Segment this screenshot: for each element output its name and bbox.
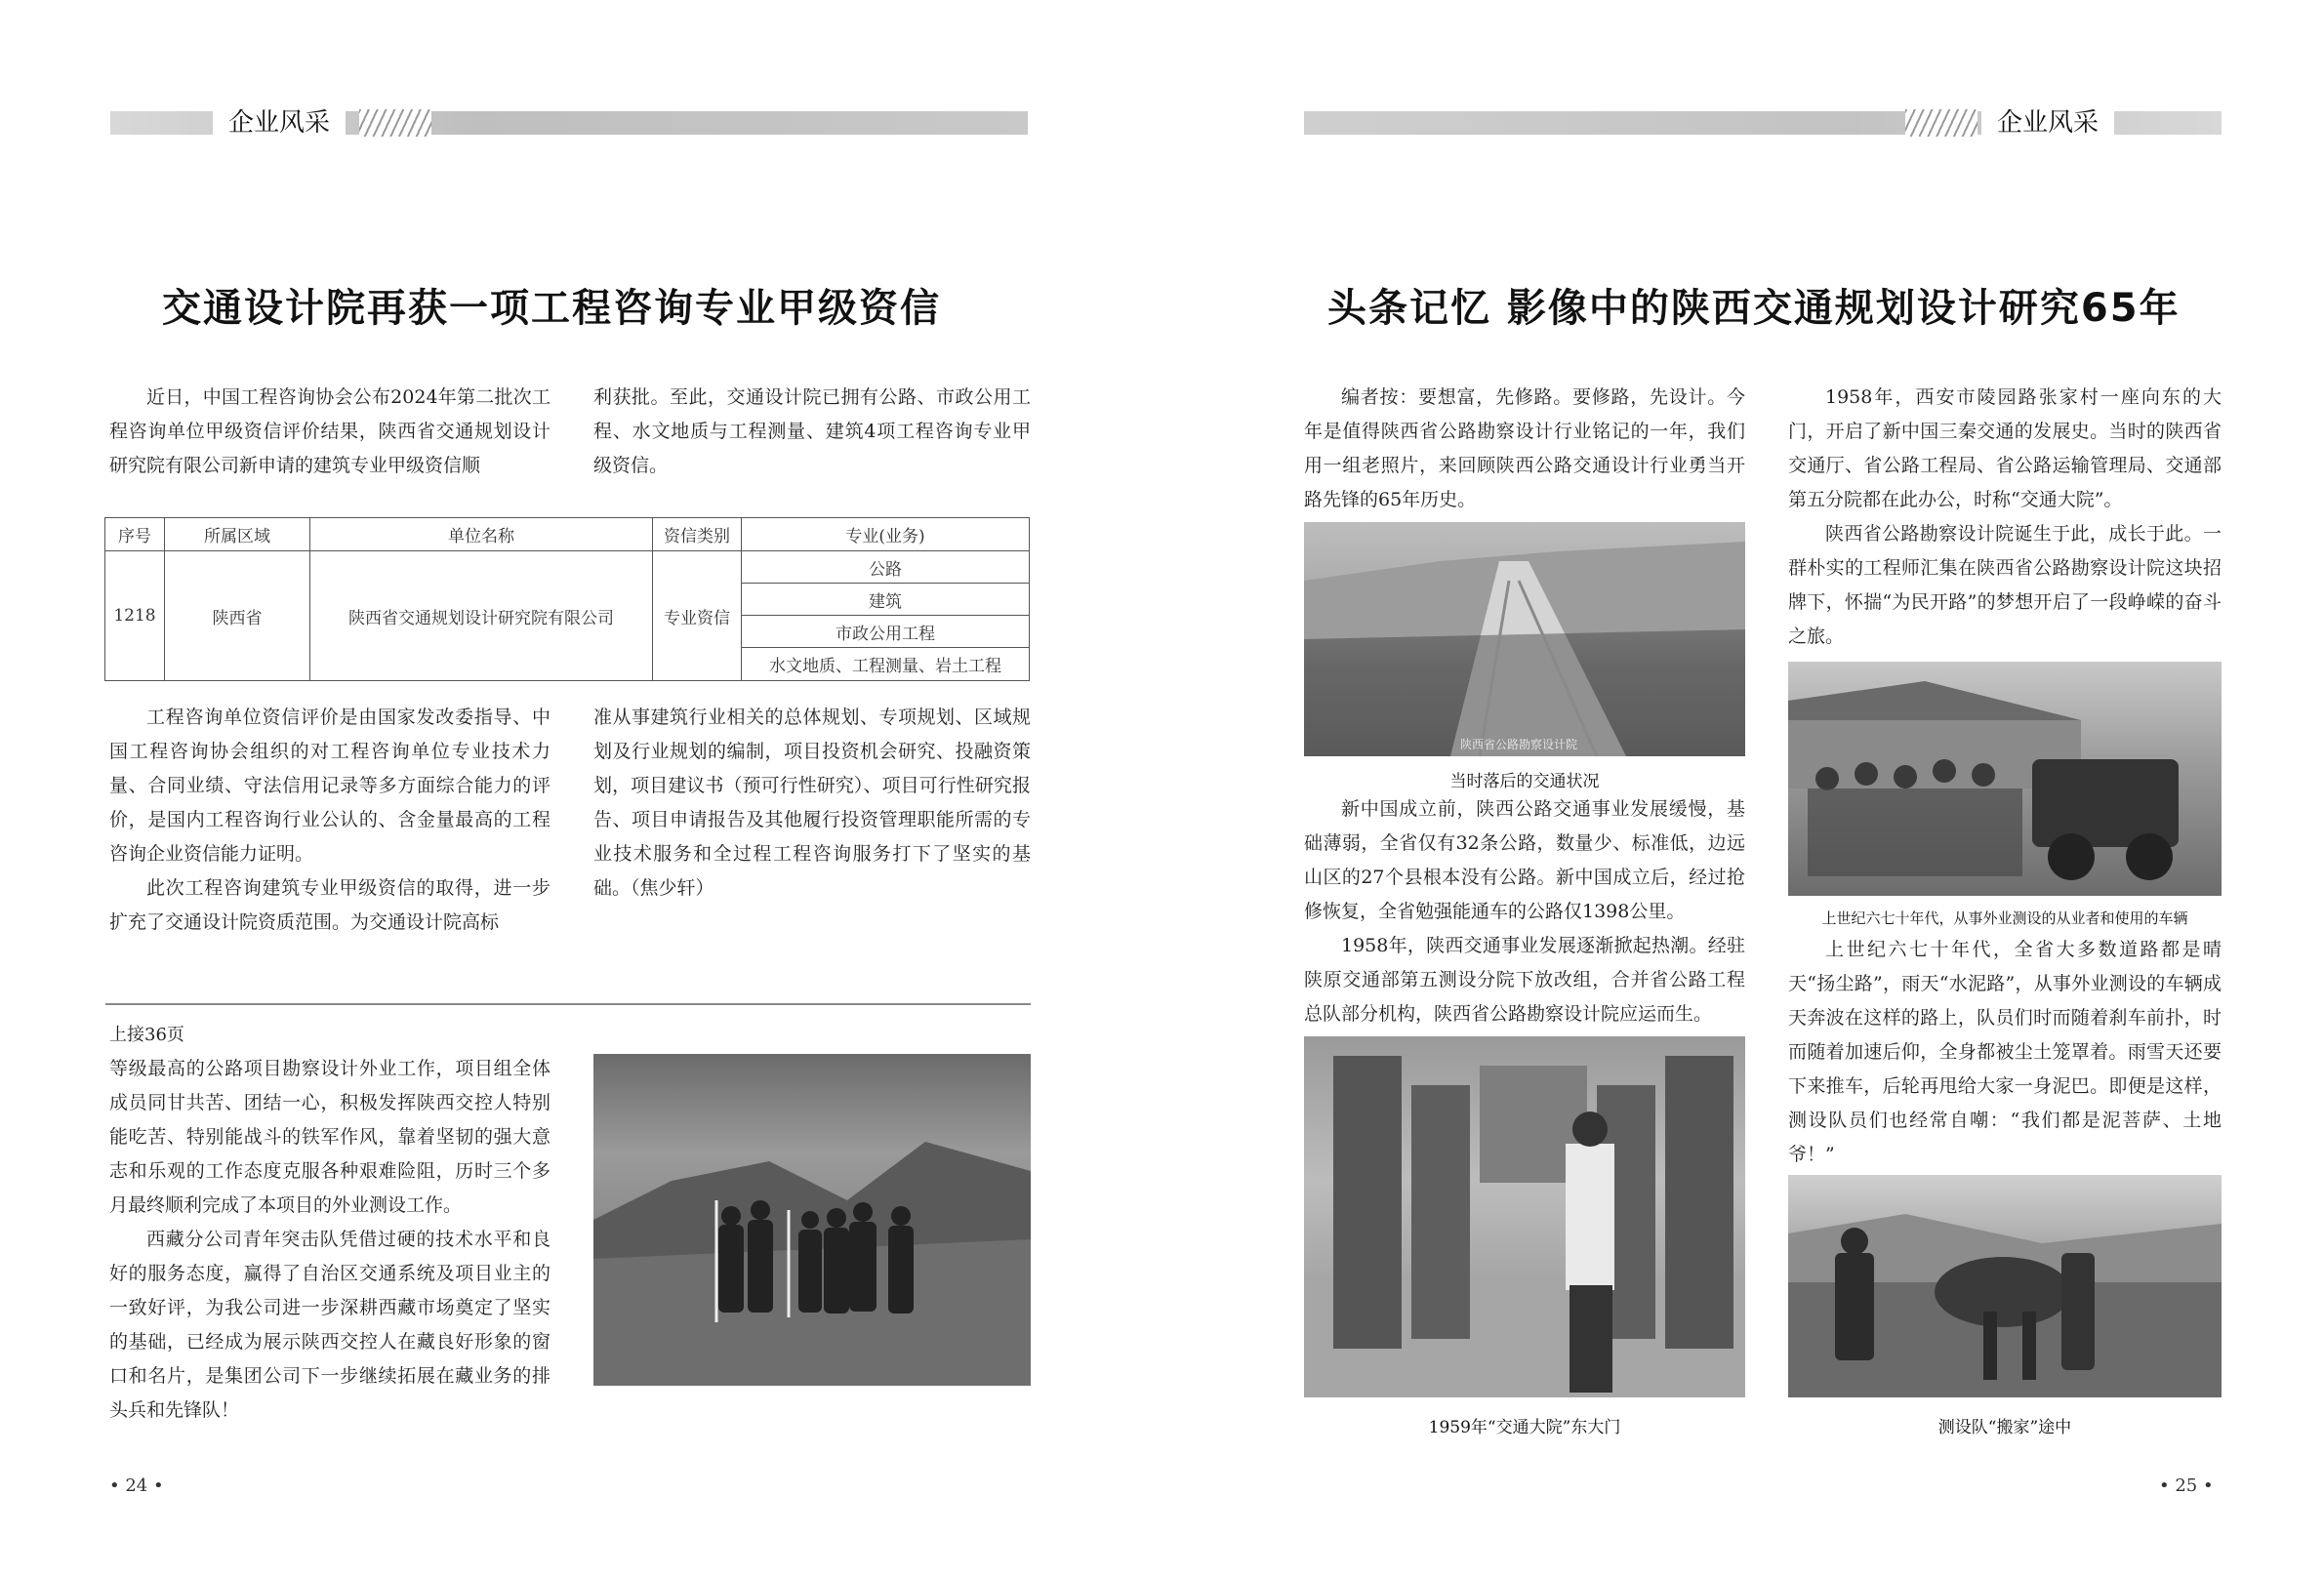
left-body-col2 — [593, 701, 1031, 906]
right-col2-bottom-text — [1788, 933, 2222, 1172]
right-header-hatch — [1905, 109, 1977, 137]
left-page-number: • 24 • — [109, 1475, 164, 1496]
th-category: 资信类别 — [653, 518, 742, 551]
left-continued-text — [109, 1052, 550, 1428]
intro-paragraph-1: 近日，中国工程咨询协会公布2024年第二批次工程咨询单位甲级资信评价结果，陕西省交通规划设计研究院有限公司新申请的建筑专业甲级资信顺 — [109, 386, 550, 476]
caption-survey-truck: 上世纪六七十年代，从事外业测设的从业者和使用的车辆 — [1821, 909, 2188, 927]
right-page-number: • 25 • — [2159, 1475, 2214, 1496]
survey-truck-photo — [1788, 662, 2222, 896]
editor-note-paragraph: 编者按：要想富，先修路。要修路，先设计。今年是值得陕西省公路勘察设计行业铭记的一年，我们用一组老照片，来回顾陕西公路交通设计行业勇当开路先锋的65年历史。 — [1304, 386, 1745, 510]
survey-team-moving-photo-art — [1788, 1175, 2222, 1397]
cell-category: 专业资信 — [653, 551, 742, 681]
intro-paragraph-2: 利获批。至此，交通设计院已拥有公路、市政公用工程、水文地质与工程测量、建筑4项工程咨询专业甲级资信。 — [593, 386, 1031, 476]
tibet-team-photo — [593, 1054, 1031, 1386]
body-paragraph: 新中国成立前，陕西公路交通事业发展缓慢，基础薄弱，全省仅有32条公路，数量少、标准低，边远山区的27个县根本没有公路。新中国成立后，经过抢修恢复，全省勉强能通车的公路仅1398公里。 — [1304, 798, 1745, 922]
caption-old-road: 当时落后的交通状况 — [1449, 772, 1600, 791]
right-col2-top-text — [1788, 381, 2222, 654]
cell-no: 1218 — [105, 551, 165, 681]
body-paragraph: 上世纪六七十年代，全省大多数道路都是晴天“扬尘路”，雨天“水泥路”，从事外业测设的车辆成天奔波在这样的路上，队员们时而随着刹车前扑，时而随着加速后仰，全身都被尘土笼罩着。雨雪天还要下来推车，后轮再甩给大家一身泥巴。即便是这样，测设队员们也经常自嘲：“我们都是泥菩萨、土地爷！” — [1788, 939, 2222, 1165]
cell-unit: 陕西省交通规划设计研究院有限公司 — [310, 551, 653, 681]
cell-region: 陕西省 — [165, 551, 310, 681]
body-paragraph: 1958年，西安市陵园路张家村一座向东的大门，开启了新中国三秦交通的发展史。当时的陕西省交通厅、省公路工程局、省公路运输管理局、交通部第五分院都在此办公，时称“交通大院”。 — [1788, 386, 2222, 510]
left-intro-col1 — [109, 381, 550, 483]
body-paragraph: 1958年，陕西交通事业发展逐渐掀起热潮。经驻陕原交通部第五测设分院下放改组，合并省公路工程总队部分机构，陕西省公路勘察设计院应运而生。 — [1304, 935, 1745, 1025]
th-region: 所属区域 — [165, 518, 310, 551]
left-header-hatch — [359, 109, 431, 137]
body-paragraph: 准从事建筑行业相关的总体规划、专项规划、区域规划及行业规划的编制，项目投资机会研究、投融资策划，项目建议书（预可行性研究）、项目可行性研究报告、项目申请报告及其他履行投资管理职能所需的专业技术服务和全过程工程咨询服务打下了坚实的基础。（焦少轩） — [593, 707, 1031, 899]
old-road-photo — [1304, 522, 1745, 756]
body-paragraph: 工程咨询单位资信评价是由国家发改委指导、中国工程咨询协会组织的对工程咨询单位专业技术力量、合同业绩、守法信用记录等多方面综合能力的评价，是国内工程咨询行业公认的、含金量最高的工程咨询企业资信能力证明。 — [109, 707, 550, 865]
caption-gate: 1959年“交通大院”东大门 — [1428, 1418, 1621, 1437]
gate-1959-photo — [1304, 1036, 1745, 1397]
body-paragraph: 此次工程咨询建筑专业甲级资信的取得，进一步扩充了交通设计院资质范围。为交通设计院高标 — [109, 877, 550, 933]
section-divider — [105, 1003, 1031, 1005]
body-paragraph: 等级最高的公路项目勘察设计外业工作，项目组全体成员同甘共苦、团结一心，积极发挥陕西交控人特别能吃苦、特别能战斗的铁军作风，靠着坚韧的强大意志和乐观的工作态度克服各种艰难险阻，历时三个多月最终顺利完成了本项目的外业测设工作。 — [109, 1058, 550, 1216]
editor-note — [1304, 381, 1745, 517]
body-paragraph: 陕西省公路勘察设计院诞生于此，成长于此。一群朴实的工程师汇集在陕西省公路勘察设计院这块招牌下，怀揣“为民开路”的梦想开启了一段峥嵘的奋斗之旅。 — [1788, 523, 2222, 647]
left-header-label: 企业风采 — [213, 105, 346, 141]
cell-specialty: 水文地质、工程测量、岩土工程 — [742, 648, 1030, 681]
cell-specialty: 市政公用工程 — [742, 616, 1030, 648]
th-specialty: 专业(业务) — [742, 518, 1030, 551]
left-body-col1 — [109, 701, 550, 940]
table-row — [105, 551, 1030, 584]
th-no: 序号 — [105, 518, 165, 551]
cell-specialty: 建筑 — [742, 584, 1030, 616]
left-article-title: 交通设计院再获一项工程咨询专业甲级资信 — [162, 286, 941, 331]
qualification-table — [104, 517, 1030, 681]
tibet-team-photo-art — [593, 1054, 1031, 1386]
right-col1-text — [1304, 792, 1745, 1031]
left-intro-col2 — [593, 381, 1031, 483]
gate-1959-photo-art — [1304, 1036, 1745, 1397]
old-road-photo-art — [1304, 522, 1745, 756]
photo-sign: 陕西省公路勘察设计院 — [1460, 738, 1578, 751]
right-header-label: 企业风采 — [1981, 105, 2114, 141]
cell-specialty: 公路 — [742, 551, 1030, 584]
right-article-title: 头条记忆 影像中的陕西交通规划设计研究65年 — [1327, 286, 2181, 331]
continued-label: 上接36页 — [109, 1025, 184, 1045]
survey-team-moving-photo — [1788, 1175, 2222, 1397]
table-header-row — [105, 518, 1030, 551]
survey-truck-photo-art — [1788, 662, 2222, 896]
th-unit: 单位名称 — [310, 518, 653, 551]
body-paragraph: 西藏分公司青年突击队凭借过硬的技术水平和良好的服务态度，赢得了自治区交通系统及项目业主的一致好评，为我公司进一步深耕西藏市场奠定了坚实的基础，已经成为展示陕西交控人在藏良好形象的窗口和名片，是集团公司下一步继续拓展在藏业务的排头兵和先锋队！ — [109, 1229, 550, 1421]
caption-moving: 测设队“搬家”途中 — [1937, 1418, 2072, 1437]
